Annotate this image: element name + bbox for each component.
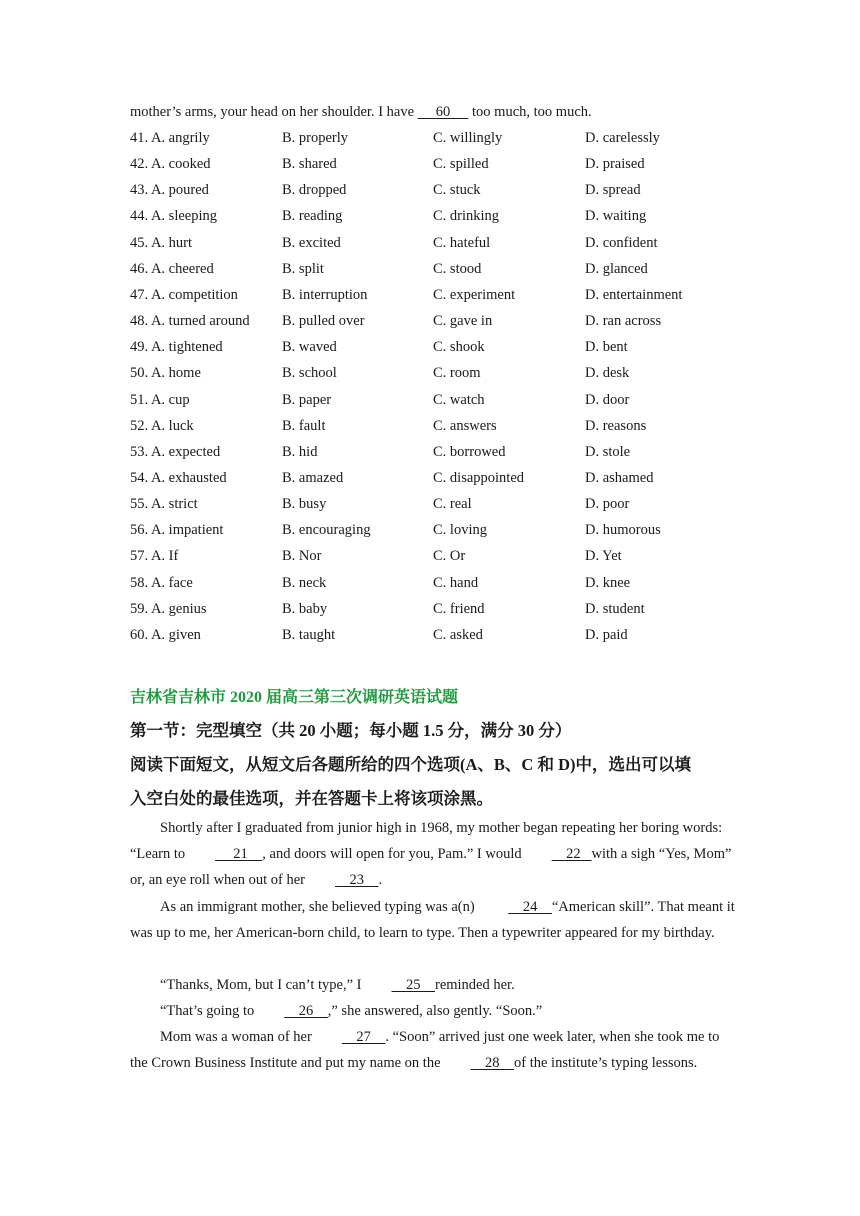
text-segment: too much, too much. [468,104,592,120]
option-b: B. school [282,365,337,382]
option-a: 58. A. face [130,574,193,591]
option-c: C. answers [433,417,497,434]
option-d: D. spread [585,182,641,199]
option-c: C. Or [433,548,466,565]
option-c: C. gave in [433,313,493,330]
option-row [130,339,750,365]
option-d: D. door [585,391,630,408]
option-row [130,470,750,496]
option-d: D. carelessly [585,130,660,146]
instruction-line-1: 阅读下面短文，从短文后各题所给的四个选项(A、B、C 和 D)中，选出可以填 [130,755,691,774]
option-b: B. busy [282,496,327,513]
option-a: 60. A. given [130,626,201,643]
option-c: C. drinking [433,208,500,225]
option-d: D. waiting [585,208,647,225]
option-b: B. split [282,260,324,277]
option-d: D. ashamed [585,469,654,486]
instruction-line-2: 入空白处的最佳选项，并在答题卡上将该项涂黑。 [130,789,493,808]
passage-paragraph-1: Shortly after I graduated from junior high in 1968, my mother began repeating her boring words: “Learn to 21 , and doors will open for you, Pam.” I would 22 with a sigh “Yes, Mom” or, an eye roll when out of her 23 . [130,815,740,894]
option-d: D. Yet [585,548,622,565]
option-d: D. confident [585,234,658,251]
option-c: C. willingly [433,130,503,146]
option-c: C. spilled [433,156,489,173]
option-b: B. hid [282,443,318,460]
option-a: 52. A. luck [130,417,194,434]
option-row [130,496,750,522]
option-a: 43. A. poured [130,182,209,199]
option-b: B. baby [282,600,328,617]
option-row [130,548,750,574]
option-row [130,418,750,444]
text-segment: mother’s arms, your head on her shoulder. I have [130,104,418,120]
option-b: B. taught [282,626,336,643]
option-b: B. excited [282,234,341,251]
blank-27: 27 [356,1029,371,1045]
passage-paragraph-5: Mom was a woman of her 27 . “Soon” arrived just one week later, when she took me to the Crown Business Institute and put my name on the 28 of the institute’s typing lessons. [130,1024,740,1076]
option-c: C. stuck [433,182,481,199]
option-c: C. real [433,496,472,513]
option-a: 51. A. cup [130,391,190,408]
blank-25: 25 [405,977,421,993]
option-row [130,522,750,548]
option-d: D. paid [585,626,628,643]
blank-23: 23 [349,872,364,889]
passage-end-line [130,104,592,121]
option-b: B. reading [282,208,343,225]
option-b: B. dropped [282,182,347,199]
option-row [130,313,750,339]
passage-paragraph-4: “That’s going to 26 ,” she answered, also gently. “Soon.” [130,998,740,1024]
option-c: C. borrowed [433,443,506,460]
option-d: D. knee [585,574,631,591]
option-d: D. glanced [585,260,648,277]
option-a: 53. A. expected [130,443,221,460]
option-row [130,287,750,313]
option-c: C. experiment [433,286,516,303]
option-a: 42. A. cooked [130,156,211,173]
option-c: C. asked [433,626,483,643]
option-b: B. amazed [282,469,344,486]
option-row [130,392,750,418]
option-b: B. neck [282,574,327,591]
option-c: C. friend [433,600,485,617]
exam-title: 吉林省吉林市 2020 届高三第三次调研英语试题 [130,689,459,706]
blank-28: 28 [485,1055,500,1072]
option-row [130,575,750,601]
option-row [130,601,750,627]
option-a: 48. A. turned around [130,313,250,330]
option-c: C. loving [433,522,487,539]
section-heading: 第一节：完型填空（共 20 小题；每小题 1.5 分，满分 30 分） [130,721,572,740]
option-a: 59. A. genius [130,600,207,617]
passage-paragraph-2: As an immigrant mother, she believed typing was a(n) 24 “American skill”. That meant it was up to me, her American-born child, to learn to type. Then a typewriter appeared for my birthday. [130,894,740,946]
option-d: D. stole [585,443,631,460]
option-a: 45. A. hurt [130,234,193,251]
option-row [130,261,750,287]
option-row [130,365,750,391]
option-b: B. encouraging [282,522,371,539]
option-row [130,208,750,234]
option-a: 56. A. impatient [130,522,224,539]
option-c: C. hateful [433,234,491,251]
blank-60: 60 [435,104,451,120]
blank-24: 24 [522,899,538,915]
option-a: 57. A. If [130,548,179,565]
option-row [130,444,750,470]
option-c: C. hand [433,574,479,591]
option-a: 49. A. tightened [130,339,223,356]
option-c: C. shook [433,339,485,356]
option-c: C. stood [433,260,482,277]
option-row [130,182,750,208]
option-row [130,627,750,653]
option-b: B. shared [282,156,337,173]
option-d: D. ran across [585,313,662,330]
option-d: D. praised [585,156,645,173]
option-b: B. properly [282,130,349,146]
option-c: C. disappointed [433,469,525,486]
option-c: C. watch [433,391,485,408]
option-d: D. reasons [585,417,647,434]
option-d: D. bent [585,339,628,356]
blank-22: 22 [566,846,581,863]
option-d: D. entertainment [585,286,683,303]
option-b: B. interruption [282,286,368,303]
option-b: B. paper [282,391,332,408]
option-b: B. waved [282,339,337,356]
passage-paragraph-3: “Thanks, Mom, but I can’t type,” I 25 reminded her. [130,972,740,998]
option-a: 55. A. strict [130,496,198,513]
option-d: D. desk [585,365,630,382]
option-d: D. poor [585,496,630,513]
option-a: 50. A. home [130,365,201,382]
option-a: 47. A. competition [130,286,238,303]
option-row [130,130,750,156]
option-b: B. Nor [282,548,322,565]
option-row [130,156,750,182]
option-a: 54. A. exhausted [130,469,227,486]
option-b: B. pulled over [282,313,365,330]
option-b: B. fault [282,417,326,434]
option-row [130,235,750,261]
option-a: 46. A. cheered [130,260,214,277]
option-a: 41. A. angrily [130,130,210,146]
option-d: D. student [585,600,645,617]
option-a: 44. A. sleeping [130,208,217,225]
blank-26: 26 [298,1003,314,1019]
blank-21: 21 [233,846,248,863]
option-d: D. humorous [585,522,661,539]
option-c: C. room [433,365,481,382]
